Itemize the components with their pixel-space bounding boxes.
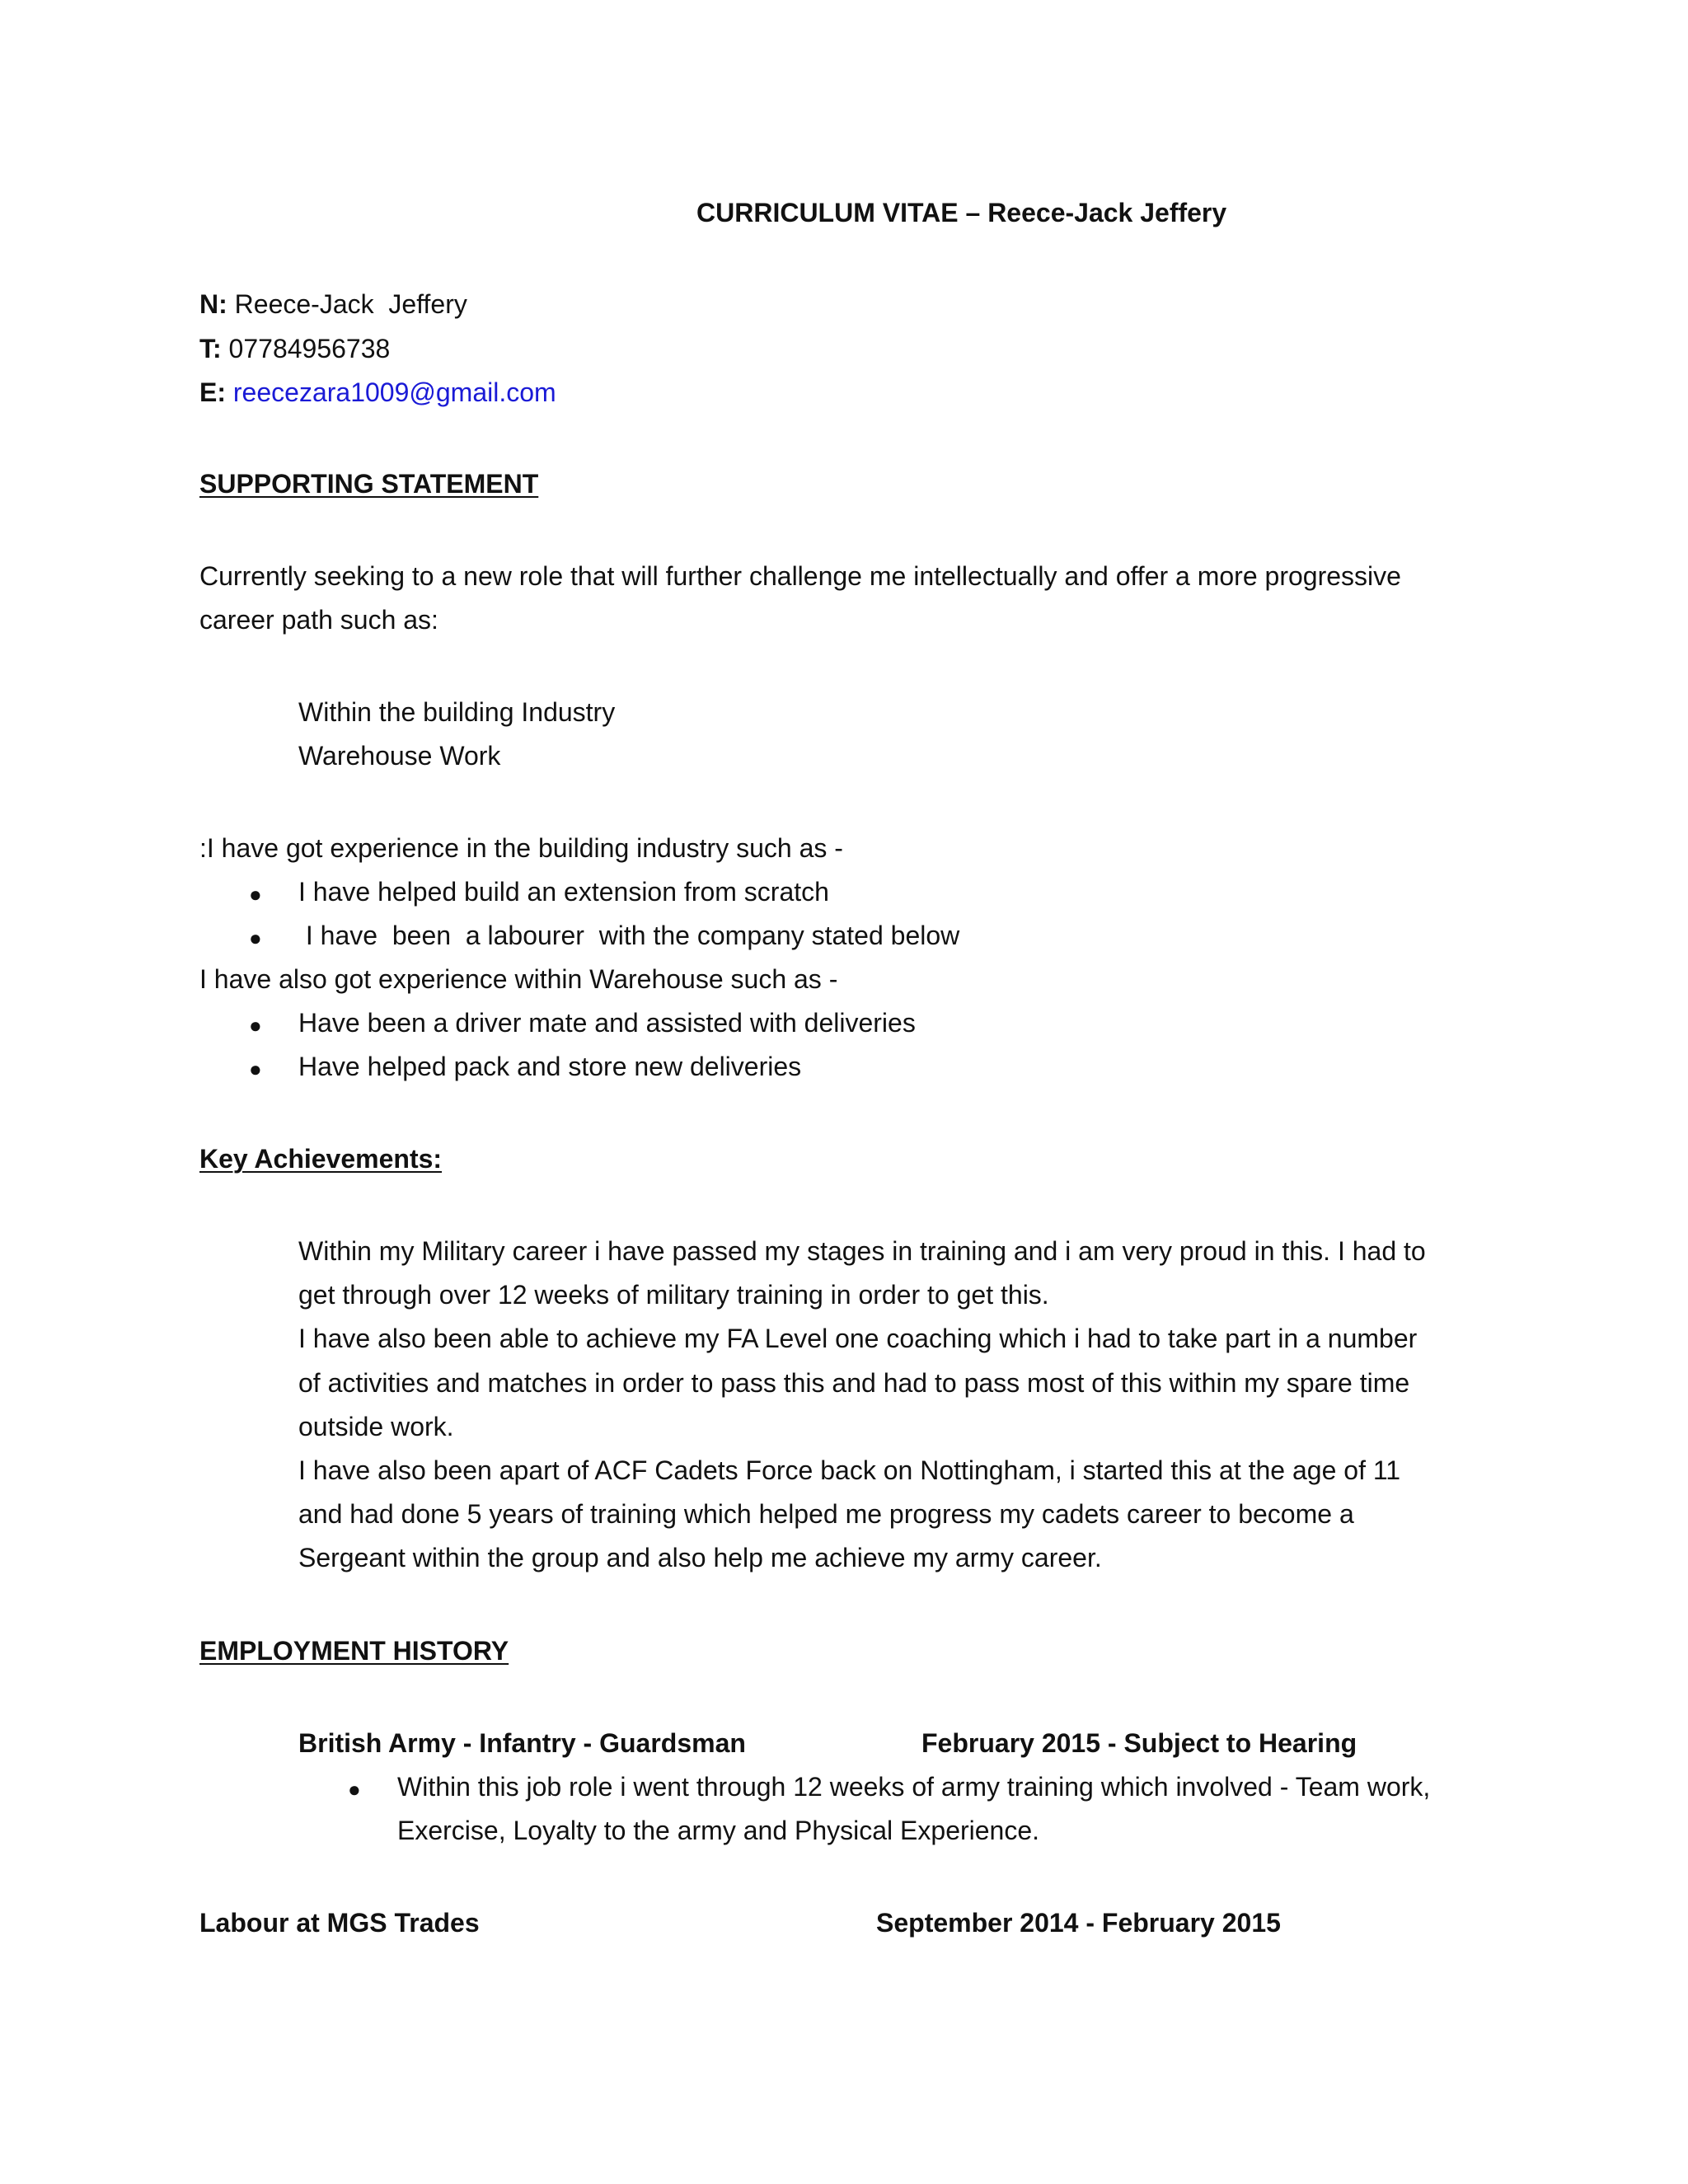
name-value: Reece-Jack Jeffery [227, 289, 467, 319]
achievement-line-6: I have also been apart of ACF Cadets Force back on Nottingham, i started this at the age of 11 [298, 1455, 1401, 1485]
contact-email [199, 377, 556, 408]
career-option-building: Within the building Industry [298, 697, 616, 727]
phone-label: T: [199, 334, 222, 363]
contact-phone [199, 333, 390, 364]
job-1-role: British Army - Infantry - Guardsman [298, 1728, 746, 1758]
warehouse-item-2: Have helped pack and store new deliveries [298, 1052, 802, 1081]
supporting-statement-heading: SUPPORTING STATEMENT [199, 469, 539, 499]
bullet-icon: ● [249, 1013, 262, 1038]
bullet-icon: ● [249, 1057, 262, 1081]
bullet-icon: ● [348, 1777, 361, 1802]
achievement-line-3: I have also been able to achieve my FA Level one coaching which i had to take part in a number [298, 1324, 1418, 1353]
achievement-line-7: and had done 5 years of training which helped me progress my cadets career to become a [298, 1499, 1354, 1529]
warehouse-experience-intro: I have also got experience within Warehouse such as - [199, 964, 838, 994]
bullet-icon: ● [249, 926, 262, 950]
key-achievements-heading: Key Achievements: [199, 1144, 443, 1174]
warehouse-item-1: Have been a driver mate and assisted with deliveries [298, 1008, 916, 1038]
achievement-line-2: get through over 12 weeks of military training in order to get this. [298, 1280, 1049, 1310]
job-2-dates: September 2014 - February 2015 [876, 1908, 1281, 1938]
achievement-line-5: outside work. [298, 1412, 454, 1441]
phone-value: 07784956738 [221, 334, 391, 363]
page-title: CURRICULUM VITAE – Reece-Jack Jeffery [696, 198, 1227, 227]
achievement-line-4: of activities and matches in order to pass this and had to pass most of this within my spare time [298, 1368, 1410, 1398]
name-label: N: [199, 289, 227, 319]
building-item-1: I have helped build an extension from scratch [298, 877, 829, 907]
employment-history-heading: EMPLOYMENT HISTORY [199, 1636, 509, 1666]
job-1-description-line-2: Exercise, Loyalty to the army and Physical Experience. [397, 1816, 1040, 1845]
job-1-description-line-1: Within this job role i went through 12 weeks of army training which involved - Team work, [397, 1772, 1431, 1802]
bullet-icon: ● [249, 882, 262, 907]
achievement-line-1: Within my Military career i have passed my stages in training and i am very proud in this. I had to [298, 1236, 1426, 1266]
building-experience-intro: :I have got experience in the building industry such as - [199, 833, 843, 863]
building-item-2: I have been a labourer with the company stated below [298, 921, 960, 950]
contact-name [199, 288, 467, 320]
email-label: E: [199, 377, 226, 407]
achievement-line-8: Sergeant within the group and also help me achieve my army career. [298, 1543, 1102, 1572]
email-link[interactable]: reecezara1009@gmail.com [232, 377, 556, 407]
job-1-dates: February 2015 - Subject to Hearing [921, 1728, 1357, 1758]
job-2-role: Labour at MGS Trades [199, 1908, 480, 1938]
career-option-warehouse: Warehouse Work [298, 741, 501, 771]
supporting-intro-line-1: Currently seeking to a new role that will further challenge me intellectually and offer a more progressive [199, 561, 1401, 591]
supporting-intro-line-2: career path such as: [199, 605, 438, 635]
